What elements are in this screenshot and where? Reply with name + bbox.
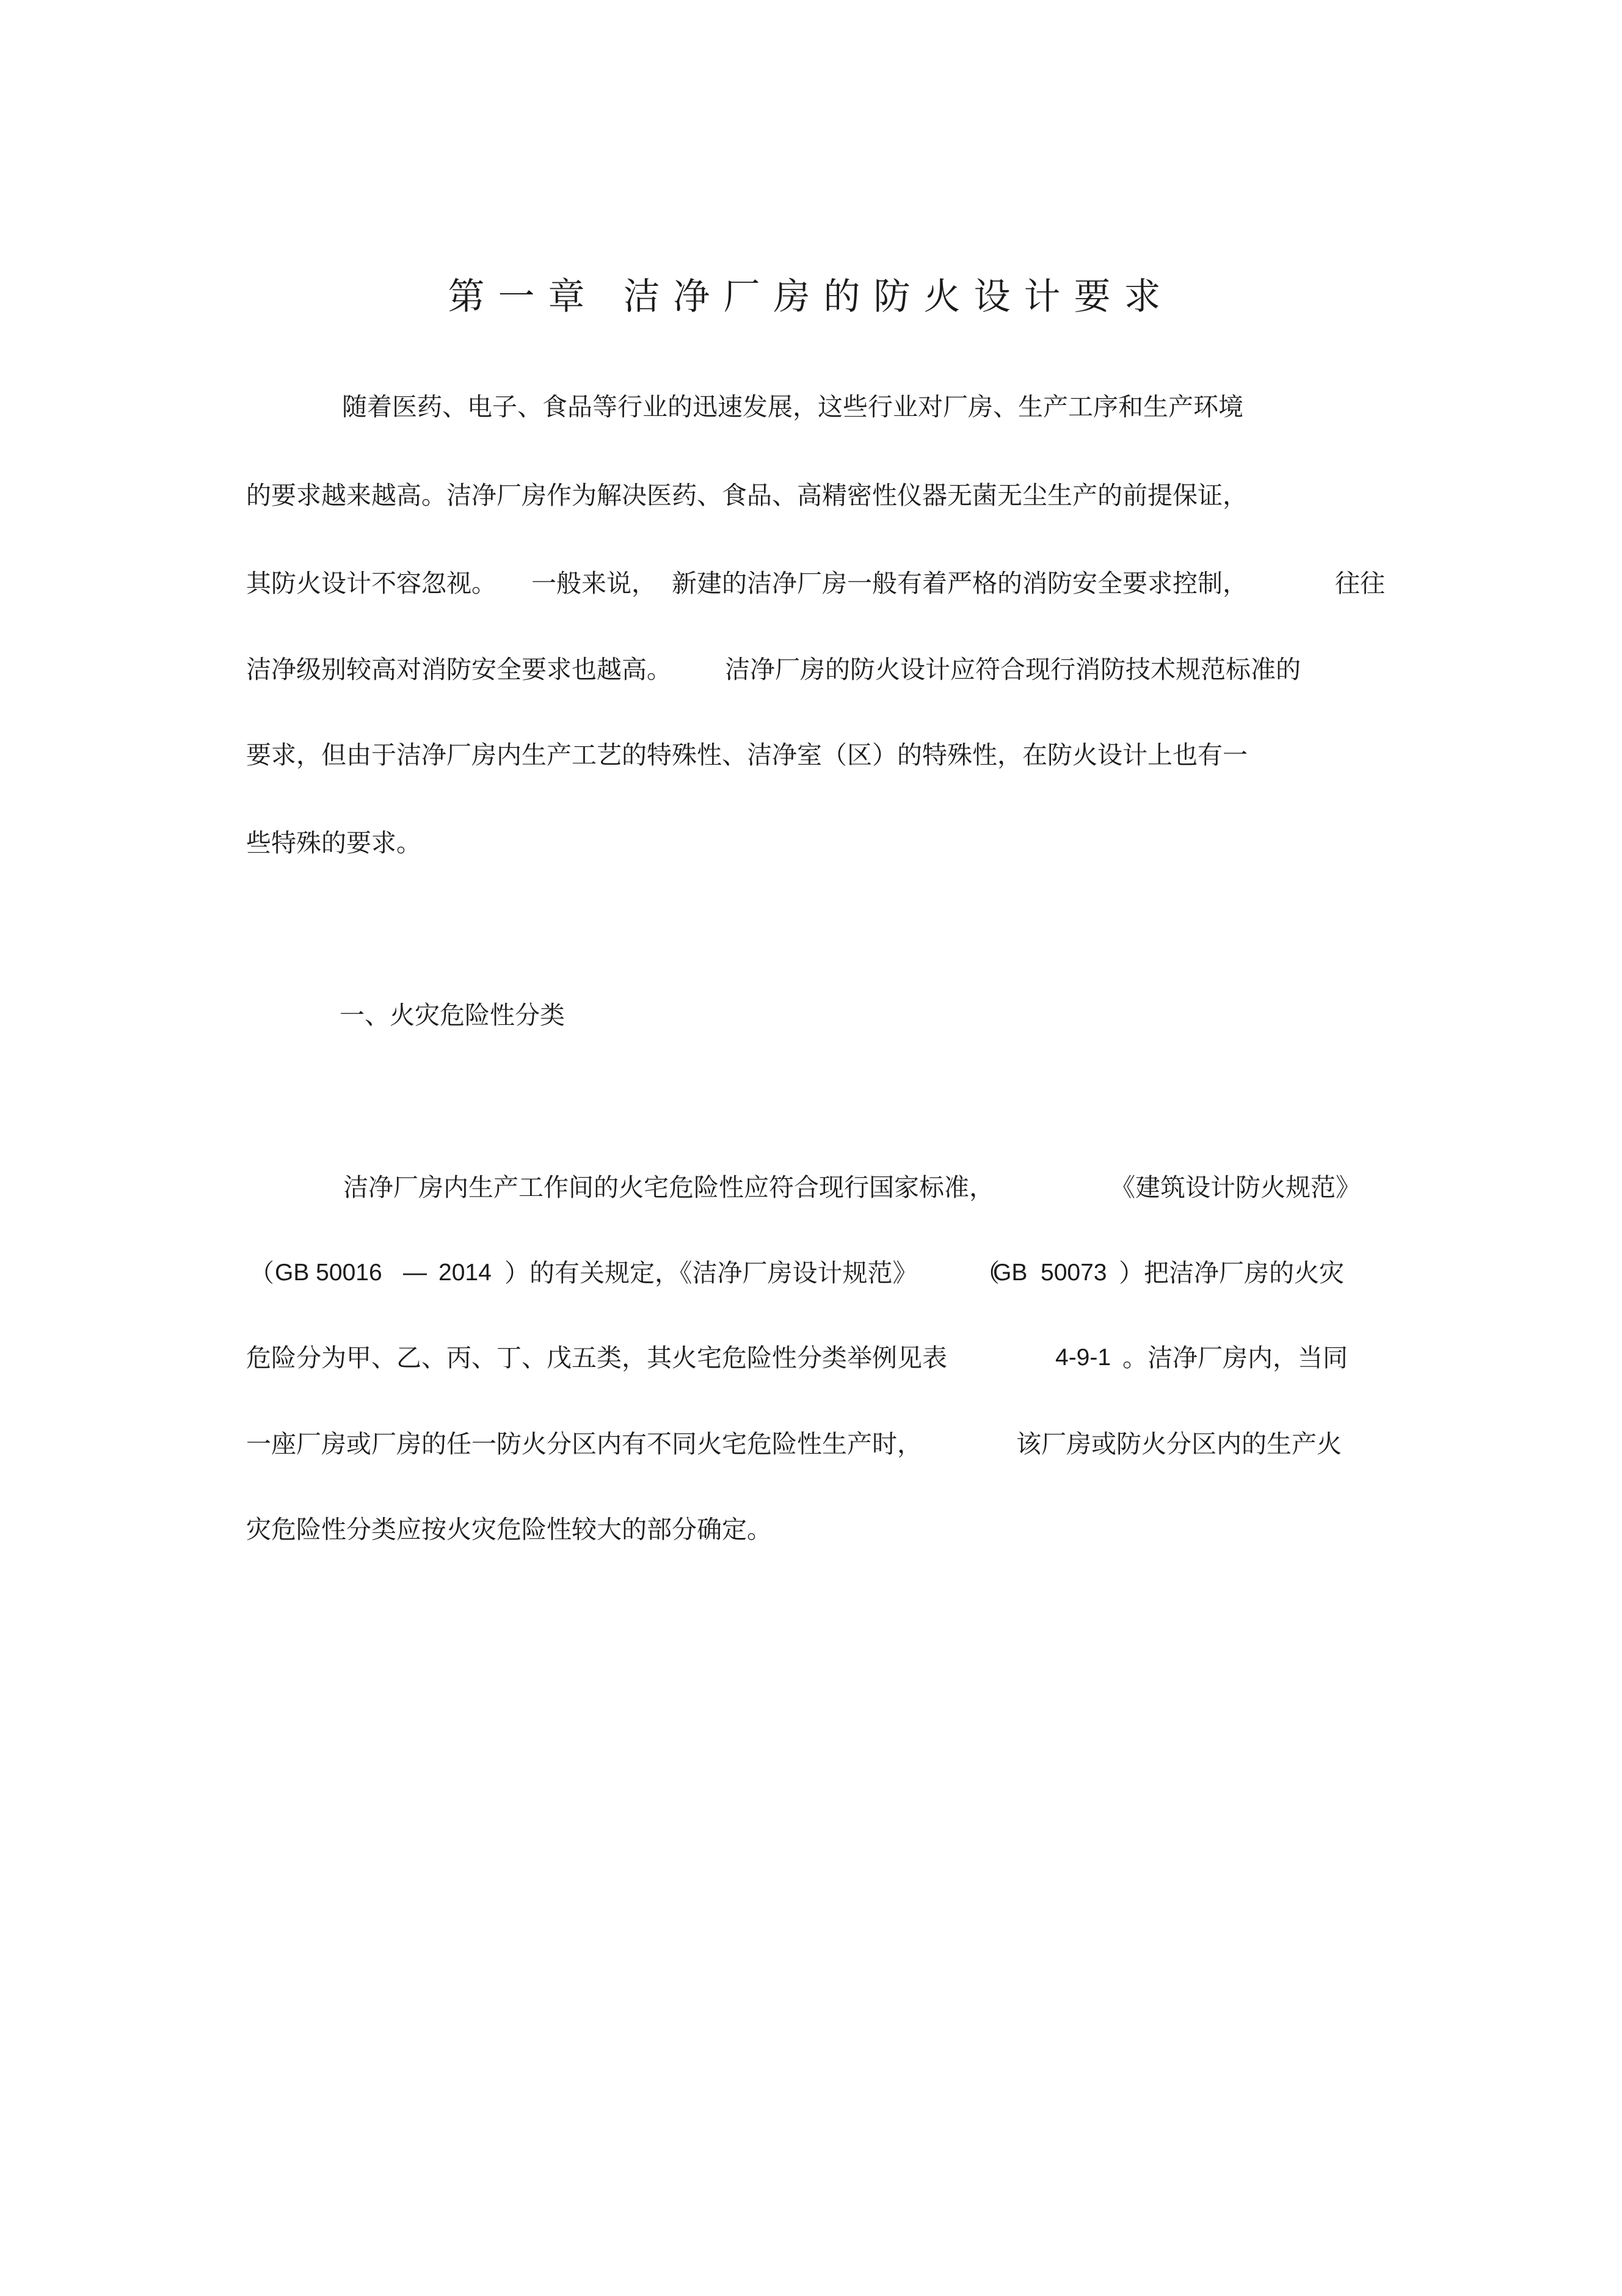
paragraph-line: 危险分为甲、乙、丙、丁、戊五类，其火宅危险性分类举例见表 bbox=[246, 1343, 947, 1372]
paragraph-line: 一般来说， bbox=[531, 569, 656, 598]
paragraph-line: 要求，但由于洁净厂房内生产工艺的特殊性、洁净室（区）的特殊性，在防火设计上也有一 bbox=[246, 740, 1248, 770]
paragraph-line: 往往 bbox=[1335, 569, 1385, 598]
paragraph-line: ）把洁净厂房的火灾 bbox=[1119, 1258, 1344, 1288]
paragraph-line: （ bbox=[249, 1258, 274, 1288]
paragraph-line: 其防火设计不容忽视。 bbox=[246, 569, 496, 598]
paragraph-line: 的要求越来越高。洁净厂房作为解决医药、食品、高精密性仪器无菌无尘生产的前提保证， bbox=[246, 481, 1248, 510]
paragraph-line: 新建的洁净厂房一般有着严格的消防安全要求控制， bbox=[672, 569, 1248, 598]
paragraph-line: 该厂房或防火分区内的生产火 bbox=[1016, 1429, 1342, 1459]
paragraph-line: （ bbox=[975, 1258, 1000, 1288]
table-reference: 4-9-1 bbox=[1055, 1344, 1111, 1371]
paragraph-line: 。洁净厂房内，当同 bbox=[1122, 1343, 1348, 1372]
paragraph-line: 《建筑设计防火规范》 bbox=[1110, 1173, 1361, 1202]
paragraph-line: 些特殊的要求。 bbox=[246, 828, 421, 858]
paragraph-line: ）的有关规定，《洁净厂房设计规范》 bbox=[504, 1258, 918, 1288]
paragraph-line: 灾危险性分类应按火灾危险性较大的部分确定。 bbox=[246, 1515, 772, 1544]
chapter-title: 第一章 洁净厂房的防火设计要求 bbox=[448, 275, 1174, 318]
paragraph-line: 一座厂房或厂房的任一防火分区内有不同火宅危险性生产时， bbox=[246, 1429, 922, 1459]
paragraph-line: 洁净厂房的防火设计应符合现行消防技术规范标准的 bbox=[725, 655, 1301, 684]
paragraph-line: 随着医药、电子、食品等行业的迅速发展，这些行业对厂房、生产工序和生产环境 bbox=[342, 392, 1243, 421]
paragraph-line: 洁净级别较高对消防安全要求也越高。 bbox=[246, 655, 672, 684]
standard-year: 2014 bbox=[438, 1259, 492, 1286]
paragraph-line: 洁净厂房内生产工作间的火宅危险性应符合现行国家标准， bbox=[343, 1173, 994, 1202]
paragraph-line: — bbox=[403, 1259, 427, 1286]
standard-code: GB 50073 bbox=[993, 1259, 1107, 1286]
section-heading: 一、火灾危险性分类 bbox=[340, 1000, 565, 1030]
standard-code: GB 50016 bbox=[275, 1259, 382, 1286]
